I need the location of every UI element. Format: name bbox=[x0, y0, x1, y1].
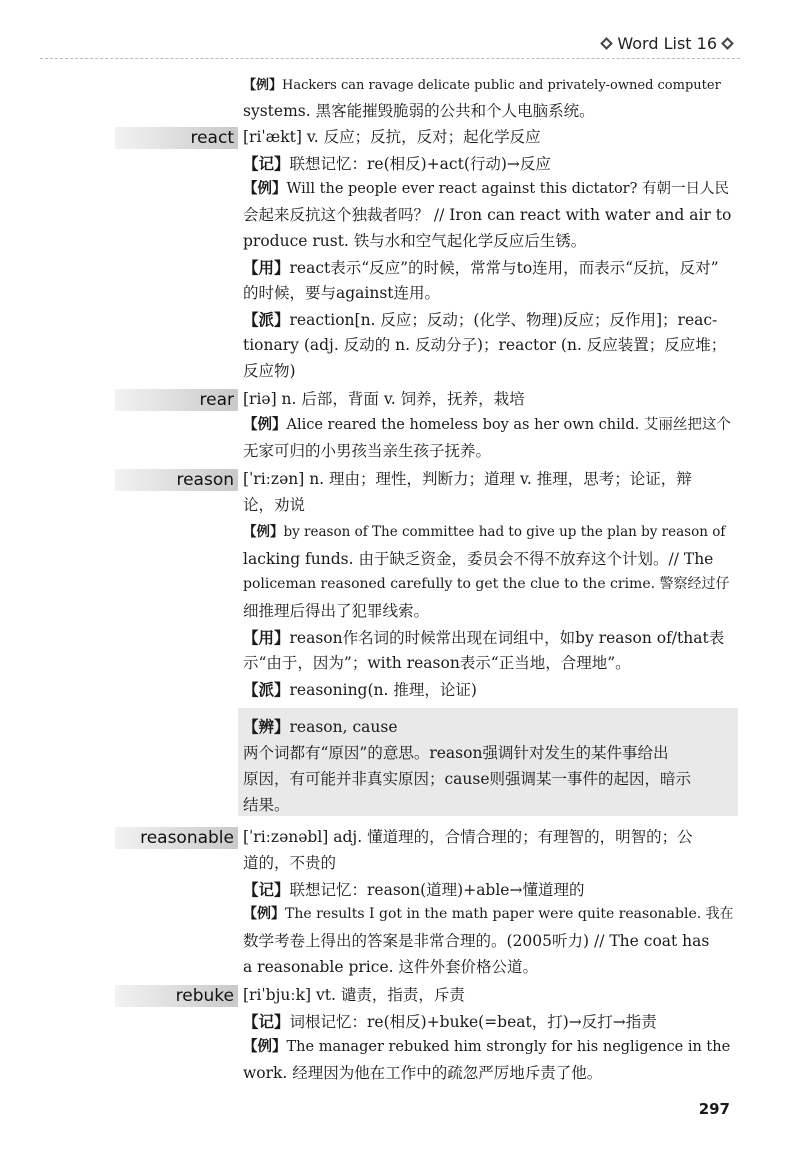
entry-line: [riə] n. 后部，背面 v. 饲养，抚养，栽培 bbox=[243, 390, 525, 408]
entry-line: a reasonable price. 这件外套价格公道。 bbox=[243, 958, 538, 976]
diamond-icon bbox=[601, 37, 614, 50]
entry-line: tionary (adj. 反动的 n. 反动分子)；reactor (n. 反应装置；反应堆； bbox=[243, 336, 727, 354]
entry-line: 【用】reason作名词的时候常出现在词组中，如by reason of/that表 bbox=[243, 628, 725, 647]
entry-line: [ˈriːzənəbl] adj. 懂道理的，合情合理的；有理智的，明智的；公 bbox=[243, 828, 693, 846]
entry-line: 【记】联想记忆：reason(道理)+able→懂道理的 bbox=[243, 880, 585, 899]
headword: reason bbox=[176, 470, 234, 490]
header-title: Word List 16 bbox=[617, 34, 717, 53]
entry-line: work. 经理因为他在工作中的疏忽严厉地斥责了他。 bbox=[243, 1064, 603, 1082]
entry-line: 道的，不贵的 bbox=[243, 854, 337, 872]
entry-line: 【用】react表示“反应”的时候，常常与to连用，而表示“反抗，反对” bbox=[243, 258, 719, 277]
entry-line: 会起来反抗这个独裁者吗？ // Iron can react with water and air to bbox=[243, 206, 732, 224]
entry-line: [riˈækt] v. 反应；反抗，反对；起化学反应 bbox=[243, 128, 541, 146]
entry-line: 【例】The manager rebuked him strongly for his negligence in the bbox=[243, 1038, 731, 1055]
headword: reasonable bbox=[140, 828, 234, 848]
entry-line: 【辨】reason, cause bbox=[243, 717, 398, 736]
entry-line: [riˈbjuːk] vt. 谴责，指责，斥责 bbox=[243, 986, 465, 1004]
headword-bar bbox=[115, 389, 238, 411]
entry-line: produce rust. 铁与水和空气起化学反应后生锈。 bbox=[243, 232, 587, 250]
entry-line: systems. 黑客能摧毁脆弱的公共和个人电脑系统。 bbox=[243, 102, 595, 120]
headword-bar bbox=[115, 469, 238, 491]
entry-line: 【例】Alice reared the homeless boy as her own child. 艾丽丝把这个 bbox=[243, 416, 731, 433]
entry-line: 反应物) bbox=[243, 362, 296, 380]
entry-line: lacking funds. 由于缺乏资金，委员会不得不放弃这个计划。// The bbox=[243, 550, 714, 568]
entry-line: [ˈriːzən] n. 理由；理性，判断力；道理 v. 推理，思考；论证，辩 bbox=[243, 470, 692, 488]
entry-line: 两个词都有“原因”的意思。reason强调针对发生的某件事给出 bbox=[243, 744, 669, 762]
headword-bar bbox=[115, 985, 238, 1007]
page-number: 297 bbox=[698, 1100, 730, 1118]
entry-line: 原因，有可能并非真实原因；cause则强调某一事件的起因，暗示 bbox=[243, 770, 692, 788]
entry-line: 【例】Will the people ever react against this dictator? 有朝一日人民 bbox=[243, 180, 729, 197]
entry-line: policeman reasoned carefully to get the clue to the crime. 警察经过仔 bbox=[243, 576, 730, 592]
entry-line: 【派】reaction[n. 反应；反动；(化学、物理)反应；反作用]；reac- bbox=[243, 310, 718, 329]
entry-line: 结果。 bbox=[243, 796, 290, 814]
entry-line: 【例】Hackers can ravage delicate public and privately-owned computer bbox=[243, 78, 721, 93]
headword: rebuke bbox=[175, 986, 234, 1006]
headword-bar bbox=[115, 827, 238, 849]
entry-line: 【例】The results I got in the math paper were quite reasonable. 我在 bbox=[243, 906, 734, 922]
entry-line: 数学考卷上得出的答案是非常合理的。(2005听力) // The coat has bbox=[243, 932, 710, 950]
running-header bbox=[602, 34, 732, 53]
headword: rear bbox=[199, 390, 234, 410]
headword-bar bbox=[115, 127, 238, 149]
entry-line: 论，劝说 bbox=[243, 496, 306, 514]
entry-line: 示“由于，因为”；with reason表示“正当地，合理地”。 bbox=[243, 654, 631, 672]
headword: react bbox=[190, 128, 234, 148]
entry-line: 的时候，要与against连用。 bbox=[243, 284, 441, 302]
header-divider bbox=[40, 58, 740, 59]
entry-line: 无家可归的小男孩当亲生孩子抚养。 bbox=[243, 442, 492, 460]
entry-line: 【记】联想记忆：re(相反)+act(行动)→反应 bbox=[243, 154, 551, 173]
entry-line: 细推理后得出了犯罪线索。 bbox=[243, 602, 430, 620]
entry-line: 【例】by reason of The committee had to give up the plan by reason of bbox=[243, 524, 726, 540]
entry-line: 【派】reasoning(n. 推理，论证) bbox=[243, 680, 477, 699]
diamond-icon bbox=[721, 37, 734, 50]
entry-line: 【记】词根记忆：re(相反)+buke(=beat，打)→反打→指责 bbox=[243, 1012, 657, 1031]
